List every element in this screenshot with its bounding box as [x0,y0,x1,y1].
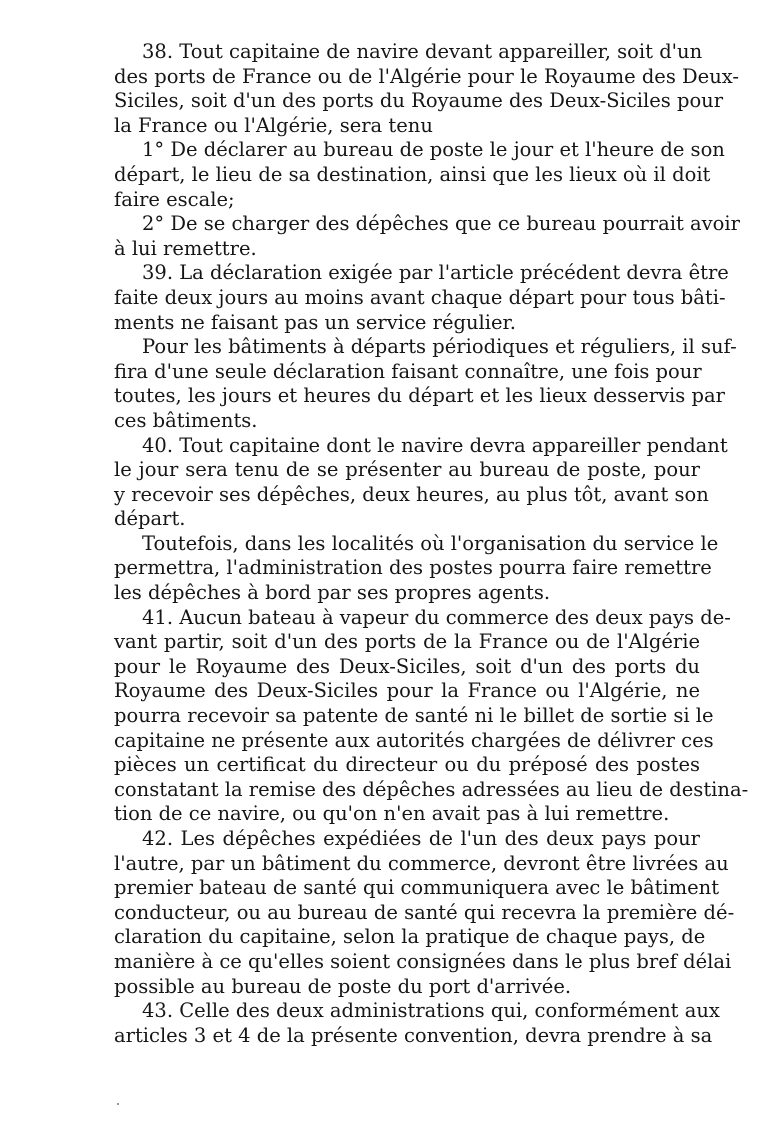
stray-mark [117,1103,119,1105]
text-line: faite deux jours au moins avant chaque départ pour tous bâti- [114,285,726,309]
text-line: pourra recevoir sa patente de santé ni le billet de sortie si le [114,704,714,728]
text-line: y recevoir ses dépêches, deux heures, au plus tôt, avant son [114,482,709,506]
paragraph [114,999,720,1048]
text-line: 2° De se charger des dépêches que ce bureau pourrait avoir [142,212,740,236]
text-line: permettra, l'administration des postes pourra faire remettre [114,556,712,580]
text-line: la France ou l'Algérie, sera tenu [114,113,433,137]
text-line: fira d'une seule déclaration faisant connaître, une fois pour [114,359,702,383]
text-line: manière à ce qu'elles soient consignées dans le plus bref délai [114,949,732,973]
text-line: des ports de France ou de l'Algérie pour le Royaume des Deux- [114,64,740,88]
text-line: les dépêches à bord par ses propres agents. [114,581,551,605]
text-line: ments ne faisant pas un service régulier. [114,310,516,334]
text-line: faire escale; [114,187,235,211]
text-line: premier bateau de santé qui communiquera avec le bâtiment [114,876,720,900]
text-line: pièces un certificat du directeur ou du préposé des postes [114,753,700,777]
paragraph [114,605,749,827]
paragraph [114,212,740,261]
text-line: articles 3 et 4 de la présente convention, devra prendre à sa [114,1023,713,1047]
text-line: 1° De déclarer au bureau de poste le jour et l'heure de son [142,138,725,162]
text-line: 43. Celle des deux administrations qui, conformément aux [142,999,720,1023]
text-line: Pour les bâtiments à départs périodiques et réguliers, il suf- [142,335,737,359]
text-line: 39. La déclaration exigée par l'article précédent devra être [142,261,729,285]
paragraph [114,531,719,606]
text-line: l'autre, par un bâtiment du commerce, devront être livrées au [114,851,729,875]
paragraph [114,261,729,335]
text-line: claration du capitaine, selon la pratique de chaque pays, de [114,925,706,949]
text-line: 41. Aucun bateau à vapeur du commerce des deux pays de- [142,605,731,629]
text-line: départ, le lieu de sa destination, ainsi que les lieux où il doit [114,162,711,186]
text-line: ces bâtiments. [114,408,258,432]
text-line: conducteur, ou au bureau de santé qui recevra la première dé- [114,900,735,924]
text-line: le jour sera tenu de se présenter au bureau de poste, pour [114,458,700,482]
paragraph [114,40,740,138]
paragraph [114,433,728,532]
text-line: tion de ce navire, ou qu'on n'en avait pas à lui remettre. [114,802,670,826]
document-page [114,40,749,1048]
text-line: Royaume des Deux-Siciles pour la France ou l'Algérie, ne [114,679,700,703]
text-line: capitaine ne présente aux autorités chargées de délivrer ces [114,728,714,752]
text-line: vant partir, soit d'un des ports de la France ou de l'Algérie [114,630,700,654]
text-line: 40. Tout capitaine dont le navire devra appareiller pendant [142,433,728,457]
paragraph [114,827,735,999]
text-line: 42. Les dépêches expédiées de l'un des deux pays pour [142,827,700,850]
paragraph [114,335,737,433]
text-line: constatant la remise des dépêches adressées au lieu de destina- [114,777,749,801]
paragraph [114,138,725,212]
text-line: pour le Royaume des Deux-Siciles, soit d'un des ports du [114,654,700,678]
text-line: toutes, les jours et heures du départ et les lieux desservis par [114,384,725,408]
text-line: 38. Tout capitaine de navire devant appareiller, soit d'un [142,40,703,63]
text-line: possible au bureau de poste du port d'arrivée. [114,974,572,998]
text-line: à lui remettre. [114,236,257,260]
text-line: départ. [114,507,186,531]
text-line: Siciles, soit d'un des ports du Royaume des Deux-Siciles pour [114,89,724,113]
text-line: Toutefois, dans les localités où l'organisation du service le [142,531,719,555]
